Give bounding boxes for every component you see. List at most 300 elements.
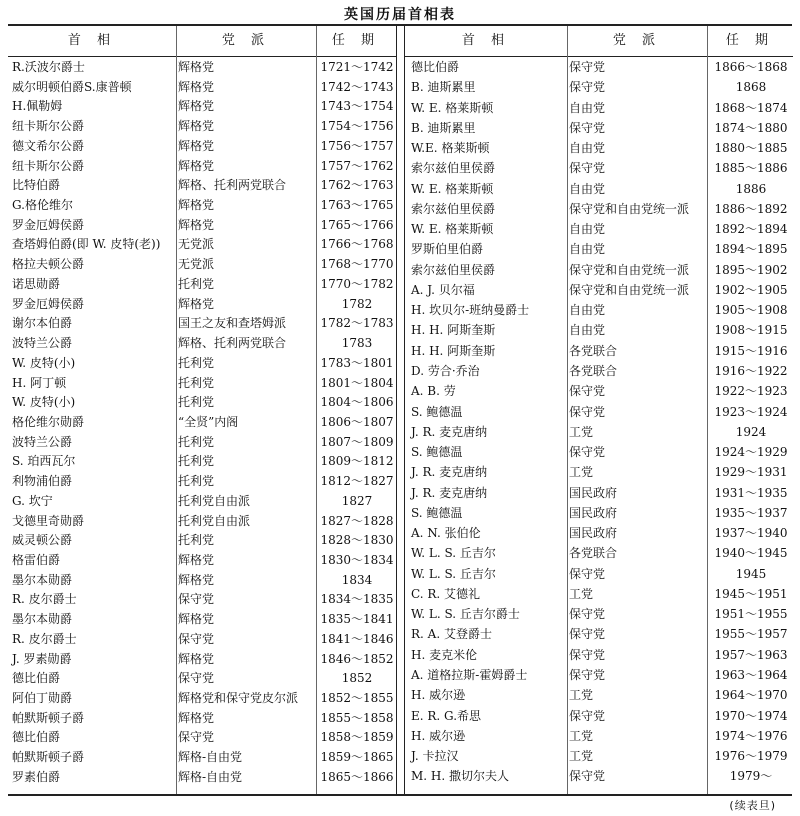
table-row — [8, 612, 396, 632]
term-cell: 1743～1754 — [320, 99, 394, 114]
page-title: 英国历届首相表 — [344, 7, 456, 23]
table-row — [405, 80, 793, 100]
table-row — [405, 384, 793, 404]
party-cell: 工党 — [569, 465, 594, 480]
prime-minister-name: R. A. 艾登爵士 — [411, 627, 492, 642]
term-cell: 1783～1801 — [320, 355, 394, 370]
party-cell: 保守党 — [569, 667, 606, 682]
prime-minister-name: 德比伯爵 — [12, 671, 61, 686]
prime-minister-name: R. 皮尔爵士 — [12, 592, 77, 607]
prime-minister-name: M. H. 撒切尔夫人 — [411, 769, 510, 784]
party-cell: 辉格党 — [178, 217, 215, 232]
prime-minister-name: H. 威尔逊 — [411, 728, 466, 743]
table-header-right — [405, 26, 793, 57]
prime-minister-name: W. E. 格莱斯顿 — [411, 100, 494, 115]
table-row — [8, 435, 396, 455]
party-cell: 各党联合 — [569, 343, 618, 358]
table-row — [405, 749, 793, 769]
table-row — [8, 395, 396, 415]
party-cell: 自由党 — [569, 100, 606, 115]
party-cell: 工党 — [569, 728, 594, 743]
term-cell: 1916～1922 — [714, 363, 788, 378]
term-cell: 1963～1964 — [714, 667, 788, 682]
party-cell: 保守党和自由党统一派 — [569, 262, 690, 277]
table-row — [405, 587, 793, 607]
prime-minister-name: 谢尔本伯爵 — [12, 316, 73, 331]
party-cell: 辉格、托利两党联合 — [178, 336, 287, 351]
prime-minister-name: W. E. 格莱斯顿 — [411, 181, 494, 196]
prime-minister-name: A. N. 张伯伦 — [411, 526, 481, 541]
party-cell: 国民政府 — [569, 485, 618, 500]
prime-minister-name: 索尔兹伯里侯爵 — [411, 161, 496, 176]
table-row — [8, 533, 396, 553]
party-cell: 各党联合 — [569, 546, 618, 561]
party-cell: 工党 — [569, 749, 594, 764]
party-cell: 工党 — [569, 586, 594, 601]
term-cell: 1915～1916 — [714, 343, 788, 358]
party-cell: 托利党 — [178, 355, 215, 370]
table-body-right — [405, 60, 793, 790]
table-row — [405, 567, 793, 587]
party-cell: 辉格党 — [178, 296, 215, 311]
prime-minister-name: R. 皮尔爵士 — [12, 631, 77, 646]
table-row — [8, 573, 396, 593]
header-term: 任 期 — [725, 33, 775, 48]
prime-minister-name: 罗金厄姆侯爵 — [12, 217, 85, 232]
party-cell: 工党 — [569, 688, 594, 703]
table-row — [405, 607, 793, 627]
prime-minister-name: 帕默斯顿子爵 — [12, 710, 85, 725]
table-row — [8, 139, 396, 159]
term-cell: 1834～1835 — [320, 592, 394, 607]
party-cell: 保守党 — [569, 566, 606, 581]
prime-minister-name: 帕默斯顿子爵 — [12, 750, 85, 765]
table-row — [8, 277, 396, 297]
prime-minister-name: 索尔兹伯里侯爵 — [411, 262, 496, 277]
prime-minister-name: J. 罗素勋爵 — [12, 651, 72, 666]
table-row — [8, 336, 396, 356]
table-row — [8, 60, 396, 80]
prime-minister-name: 利物浦伯爵 — [12, 474, 73, 489]
term-cell: 1945～1951 — [714, 586, 788, 601]
term-cell: 1858～1859 — [320, 730, 394, 745]
party-cell: 保守党 — [569, 60, 606, 74]
term-cell: 1762～1763 — [320, 178, 394, 193]
term-cell: 1924～1929 — [714, 445, 788, 460]
prime-minister-name: 墨尔本勋爵 — [12, 612, 73, 627]
term-cell: 1976～1979 — [714, 749, 788, 764]
term-cell: 1809～1812 — [320, 454, 394, 469]
prime-minister-name: 罗金厄姆侯爵 — [12, 296, 85, 311]
header-name: 首 相 — [67, 33, 117, 48]
term-cell: 1852～1855 — [320, 691, 394, 705]
term-cell: 1721～1742 — [320, 60, 394, 74]
table-row — [405, 344, 793, 364]
table-row — [8, 454, 396, 474]
table-row — [405, 283, 793, 303]
party-cell: 托利党 — [178, 533, 215, 548]
prime-minister-name: W. 皮特(小) — [12, 355, 76, 370]
continued-note: (续表旦) — [729, 799, 776, 812]
term-cell: 1770～1782 — [320, 276, 394, 291]
term-cell: 1940～1945 — [714, 546, 788, 561]
prime-minister-name: H. 麦克米伦 — [411, 647, 478, 662]
table-row — [8, 632, 396, 652]
table-row — [405, 182, 793, 202]
prime-minister-name: H. H. 阿斯奎斯 — [411, 323, 496, 338]
term-cell: 1886 — [735, 181, 767, 196]
party-cell: 托利党 — [178, 276, 215, 291]
party-cell: 保守党和自由党统一派 — [569, 282, 690, 297]
prime-minister-name: W. L. S. 丘吉尔 — [411, 566, 496, 581]
table-row — [8, 770, 396, 790]
party-cell: 保守党 — [569, 647, 606, 662]
term-cell: 1812～1827 — [320, 474, 394, 489]
prime-minister-name: R.沃波尔爵士 — [12, 60, 85, 74]
table-row — [8, 514, 396, 534]
prime-minister-name: B. 迪斯累里 — [411, 120, 476, 135]
table-row — [405, 688, 793, 708]
table-row — [8, 218, 396, 238]
table-row — [8, 237, 396, 257]
table-row — [405, 445, 793, 465]
header-term: 任 期 — [331, 33, 381, 48]
party-cell: 辉格党 — [178, 572, 215, 587]
prime-minister-name: 墨尔本勋爵 — [12, 572, 73, 587]
party-cell: 辉格党 — [178, 119, 215, 134]
prime-minister-name: S. 鲍德温 — [411, 445, 463, 460]
term-cell: 1852 — [341, 671, 373, 686]
term-cell: 1841～1846 — [320, 631, 394, 646]
term-cell: 1742～1743 — [320, 79, 394, 94]
party-cell: “全贤”内阁 — [178, 414, 239, 429]
prime-minister-name: 索尔兹伯里侯爵 — [411, 201, 496, 216]
header-party: 党 派 — [221, 33, 271, 48]
term-cell: 1905～1908 — [714, 303, 788, 318]
table-row — [8, 257, 396, 277]
term-cell: 1868～1874 — [714, 100, 788, 115]
term-cell: 1894～1895 — [714, 242, 788, 257]
party-cell: 自由党 — [569, 181, 606, 196]
party-cell: 自由党 — [569, 242, 606, 257]
table-row — [405, 60, 793, 80]
table-row — [8, 159, 396, 179]
party-cell: 托利党 — [178, 474, 215, 489]
party-cell: 托利党自由派 — [178, 513, 251, 528]
term-cell: 1931～1935 — [714, 485, 788, 500]
party-cell: 保守党 — [569, 708, 606, 723]
table-row — [405, 546, 793, 566]
party-cell: 保守党 — [569, 120, 606, 135]
term-cell: 1830～1834 — [320, 552, 394, 567]
party-cell: 保守党 — [178, 592, 215, 607]
term-cell: 1763～1765 — [320, 198, 394, 213]
table-row — [8, 80, 396, 100]
prime-minister-name: S. 鲍德温 — [411, 505, 463, 520]
party-cell: 辉格党 — [178, 552, 215, 567]
term-cell: 1804～1806 — [320, 395, 394, 410]
table-row — [405, 425, 793, 445]
term-cell: 1756～1757 — [320, 138, 394, 153]
term-cell: 1868 — [735, 80, 767, 95]
table-row — [405, 121, 793, 141]
table-row — [405, 161, 793, 181]
header-party: 党 派 — [612, 33, 662, 48]
table-row — [8, 415, 396, 435]
term-cell: 1834 — [341, 572, 373, 587]
term-cell: 1974～1976 — [714, 728, 788, 743]
term-cell: 1827～1828 — [320, 513, 394, 528]
party-cell: 国王之友和查塔姆派 — [178, 316, 287, 331]
prime-ministers-table — [8, 24, 792, 796]
term-cell: 1886～1892 — [714, 201, 788, 216]
party-cell: 国民政府 — [569, 505, 618, 520]
party-cell: 辉格党和保守党皮尔派 — [178, 691, 299, 705]
table-row — [8, 376, 396, 396]
table-row — [405, 668, 793, 688]
term-cell: 1807～1809 — [320, 434, 394, 449]
term-cell: 1902～1905 — [714, 282, 788, 297]
party-cell: 托利党 — [178, 434, 215, 449]
prime-minister-name: 波特兰公爵 — [12, 434, 73, 449]
party-cell: 托利党 — [178, 454, 215, 469]
table-row — [405, 526, 793, 546]
prime-minister-name: W. L. S. 丘吉尔 — [411, 546, 496, 561]
table-row — [8, 99, 396, 119]
party-cell: 辉格党 — [178, 158, 215, 173]
prime-minister-name: G. 坎宁 — [12, 493, 53, 508]
table-row — [405, 323, 793, 343]
party-cell: 辉格党 — [178, 710, 215, 725]
term-cell: 1935～1937 — [714, 505, 788, 520]
prime-minister-name: J. R. 麦克唐纳 — [411, 424, 488, 439]
term-cell: 1929～1931 — [714, 465, 788, 480]
term-cell: 1828～1830 — [320, 533, 394, 548]
table-row — [8, 356, 396, 376]
prime-minister-name: 查塔姆伯爵(即 W. 皮特(老)) — [12, 237, 161, 252]
party-cell: 辉格党 — [178, 198, 215, 213]
prime-minister-name: H. H. 阿斯奎斯 — [411, 343, 496, 358]
prime-minister-name: 罗素伯爵 — [12, 769, 61, 784]
party-cell: 保守党 — [569, 607, 606, 622]
party-cell: 保守党 — [569, 769, 606, 784]
party-cell: 辉格党 — [178, 60, 215, 74]
table-row — [405, 486, 793, 506]
prime-minister-name: 格拉夫顿公爵 — [12, 257, 85, 272]
prime-minister-name: A. J. 贝尔福 — [411, 282, 475, 297]
party-cell: 辉格-自由党 — [178, 769, 243, 784]
term-cell: 1964～1970 — [714, 688, 788, 703]
table-row — [8, 178, 396, 198]
prime-minister-name: H. 坎贝尔-班纳曼爵士 — [411, 303, 530, 318]
party-cell: 保守党 — [178, 671, 215, 686]
prime-minister-name: D. 劳合·乔治 — [411, 363, 480, 378]
table-row — [405, 364, 793, 384]
prime-minister-name: 纽卡斯尔公爵 — [12, 158, 85, 173]
table-row — [405, 242, 793, 262]
party-cell: 辉格党 — [178, 79, 215, 94]
table-row — [405, 729, 793, 749]
table-header-left — [8, 26, 396, 57]
table-row — [8, 691, 396, 711]
term-cell: 1957～1963 — [714, 647, 788, 662]
table-row — [8, 316, 396, 336]
party-cell: 工党 — [569, 424, 594, 439]
prime-minister-name: J. R. 麦克唐纳 — [411, 465, 488, 480]
table-row — [8, 592, 396, 612]
prime-minister-name: 德文希尔公爵 — [12, 138, 85, 153]
prime-minister-name: W. E. 格莱斯顿 — [411, 222, 494, 237]
term-cell: 1855～1858 — [320, 710, 394, 725]
prime-minister-name: S. 珀西瓦尔 — [12, 454, 76, 469]
term-cell: 1885～1886 — [714, 161, 788, 176]
table-row — [405, 709, 793, 729]
party-cell: 托利党自由派 — [178, 493, 251, 508]
party-cell: 保守党 — [569, 80, 606, 95]
table-row — [405, 627, 793, 647]
term-cell: 1766～1768 — [320, 237, 394, 252]
party-cell: 辉格党 — [178, 138, 215, 153]
table-row — [8, 474, 396, 494]
prime-minister-name: J. 卡拉汉 — [411, 749, 459, 764]
prime-minister-name: S. 鲍德温 — [411, 404, 463, 419]
party-cell: 辉格党 — [178, 651, 215, 666]
party-cell: 保守党 — [569, 445, 606, 460]
term-cell: 1951～1955 — [714, 607, 788, 622]
table-row — [405, 405, 793, 425]
prime-minister-name: 阿伯丁勋爵 — [12, 691, 73, 705]
party-cell: 保守党 — [178, 631, 215, 646]
term-cell: 1970～1974 — [714, 708, 788, 723]
term-cell: 1827 — [341, 493, 373, 508]
term-cell: 1846～1852 — [320, 651, 394, 666]
term-cell: 1892～1894 — [714, 222, 788, 237]
prime-minister-name: H. 威尔逊 — [411, 688, 466, 703]
prime-minister-name: A. 道格拉斯-霍姆爵士 — [411, 667, 528, 682]
prime-minister-name: H.佩勒姆 — [12, 99, 63, 114]
prime-minister-name: 戈德里奇勋爵 — [12, 513, 85, 528]
table-row — [8, 297, 396, 317]
table-row — [8, 198, 396, 218]
table-row — [405, 141, 793, 161]
term-cell: 1945 — [735, 566, 767, 581]
party-cell: 国民政府 — [569, 526, 618, 541]
table-row — [8, 494, 396, 514]
term-cell: 1895～1902 — [714, 262, 788, 277]
prime-minister-name: W. 皮特(小) — [12, 395, 76, 410]
table-row — [405, 202, 793, 222]
table-row — [405, 303, 793, 323]
term-cell: 1801～1804 — [320, 375, 394, 390]
term-cell: 1806～1807 — [320, 414, 394, 429]
party-cell: 辉格党 — [178, 612, 215, 627]
prime-minister-name: B. 迪斯累里 — [411, 80, 476, 95]
term-cell: 1782～1783 — [320, 316, 394, 331]
term-cell: 1765～1766 — [320, 217, 394, 232]
party-cell: 保守党 — [569, 627, 606, 642]
table-body-left — [8, 60, 396, 790]
party-cell: 托利党 — [178, 395, 215, 410]
term-cell: 1783 — [341, 336, 373, 351]
prime-minister-name: 罗斯伯里伯爵 — [411, 242, 484, 257]
table-row — [405, 222, 793, 242]
prime-minister-name: 比特伯爵 — [12, 178, 61, 193]
prime-minister-name: H. 阿丁顿 — [12, 375, 67, 390]
party-cell: 保守党 — [569, 161, 606, 176]
party-cell: 保守党 — [569, 404, 606, 419]
term-cell: 1768～1770 — [320, 257, 394, 272]
prime-minister-name: 纽卡斯尔公爵 — [12, 119, 85, 134]
table-row — [405, 506, 793, 526]
prime-minister-name: W.E. 格莱斯顿 — [411, 141, 490, 156]
party-cell: 无党派 — [178, 257, 215, 272]
term-cell: 1923～1924 — [714, 404, 788, 419]
prime-minister-name: 德比伯爵 — [12, 730, 61, 745]
prime-minister-name: W. L. S. 丘吉尔爵士 — [411, 607, 520, 622]
table-row — [8, 652, 396, 672]
party-cell: 各党联合 — [569, 363, 618, 378]
table-row — [8, 750, 396, 770]
prime-minister-name: 威尔明顿伯爵S.康普顿 — [12, 79, 132, 94]
party-cell: 自由党 — [569, 141, 606, 156]
party-cell: 自由党 — [569, 303, 606, 318]
term-cell: 1835～1841 — [320, 612, 394, 627]
party-cell: 辉格、托利两党联合 — [178, 178, 287, 193]
prime-minister-name: 德比伯爵 — [411, 60, 460, 74]
table-row — [8, 711, 396, 731]
prime-minister-name: J. R. 麦克唐纳 — [411, 485, 488, 500]
header-name: 首 相 — [461, 33, 511, 48]
prime-minister-name: 威灵顿公爵 — [12, 533, 73, 548]
party-cell: 托利党 — [178, 375, 215, 390]
term-cell: 1937～1940 — [714, 526, 788, 541]
party-cell: 保守党 — [569, 384, 606, 399]
term-cell: 1880～1885 — [714, 141, 788, 156]
prime-minister-name: G.格伦维尔 — [12, 198, 73, 213]
party-cell: 自由党 — [569, 323, 606, 338]
term-cell: 1865～1866 — [320, 769, 394, 784]
table-row — [8, 553, 396, 573]
table-row — [405, 263, 793, 283]
term-cell: 1955～1957 — [714, 627, 788, 642]
prime-minister-name: 波特兰公爵 — [12, 336, 73, 351]
prime-minister-name: 格伦维尔勋爵 — [12, 414, 85, 429]
term-cell: 1782 — [341, 296, 373, 311]
table-row — [8, 119, 396, 139]
term-cell: 1874～1880 — [714, 120, 788, 135]
party-cell: 保守党和自由党统一派 — [569, 201, 690, 216]
party-cell: 自由党 — [569, 222, 606, 237]
table-row — [405, 101, 793, 121]
term-cell: 1754～1756 — [320, 119, 394, 134]
prime-minister-name: A. B. 劳 — [411, 384, 456, 399]
table-row — [405, 769, 793, 789]
prime-minister-name: E. R. G.希思 — [411, 708, 482, 723]
party-cell: 保守党 — [178, 730, 215, 745]
term-cell: 1924 — [735, 424, 767, 439]
term-cell: 1908～1915 — [714, 323, 788, 338]
prime-minister-name: C. R. 艾德礼 — [411, 586, 481, 601]
term-cell: 1859～1865 — [320, 750, 394, 765]
term-cell: 1866～1868 — [714, 60, 788, 74]
term-cell: 1979～ — [729, 769, 773, 784]
table-row — [405, 465, 793, 485]
table-row — [405, 648, 793, 668]
table-right-half — [404, 26, 793, 794]
term-cell: 1757～1762 — [320, 158, 394, 173]
party-cell: 无党派 — [178, 237, 215, 252]
party-cell: 辉格-自由党 — [178, 750, 243, 765]
